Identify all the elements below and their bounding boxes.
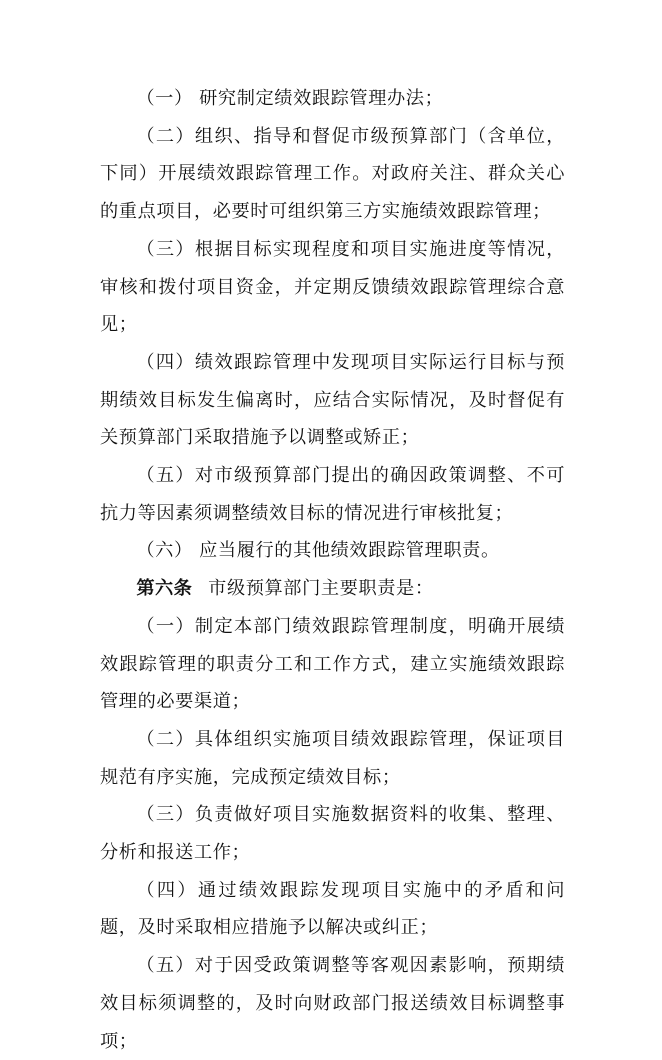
duty-item-5: （五）对于因受政策调整等客观因素影响，预期绩效目标须调整的，及时向财政部门报送绩效目标调整事项；: [100, 955, 565, 1052]
duty-item-1: （一）制定本部门绩效跟踪管理制度，明确开展绩效跟踪管理的职责分工和工作方式，建立实施绩效跟踪管理的必要渠道；: [100, 615, 565, 713]
article-six-label: 第六条: [136, 578, 193, 600]
paragraph-item-6: （六） 应当履行的其他绩效跟踪管理职责。: [136, 540, 500, 562]
paragraph-item-5: （五）对市级预算部门提出的确因政策调整、不可抗力等因素须调整绩效目标的情况进行审核批复；: [100, 465, 565, 524]
article-six: [100, 570, 565, 608]
document-page: [100, 80, 565, 1060]
duty-item-2: （二）具体组织实施项目绩效跟踪管理，保证项目规范有序实施，完成预定绩效目标；: [100, 728, 565, 788]
article-six-text: 市级预算部门主要职责是：: [208, 578, 434, 600]
paragraph-item-4: （四）绩效跟踪管理中发现项目实际运行目标与预期绩效目标发生偏离时，应结合实际情况，及时督促有关预算部门采取措施予以调整或矫正；: [100, 351, 565, 449]
duty-item-3: （三）负责做好项目实施数据资料的收集、整理、分析和报送工作；: [100, 804, 565, 864]
paragraph-item-3: （三）根据目标实现程度和项目实施进度等情况，审核和拨付项目资金，并定期反馈绩效跟踪管理综合意见；: [100, 238, 565, 336]
paragraph-item-1: （一） 研究制定绩效跟踪管理办法；: [136, 88, 444, 109]
paragraph-item-2: （二）组织、指导和督促市级预算部门（含单位，下同）开展绩效跟踪管理工作。对政府关注、群众关心的重点项目，必要时可组织第三方实施绩效跟踪管理；: [100, 125, 565, 223]
duty-item-4: （四）通过绩效跟踪发现项目实施中的矛盾和问题，及时采取相应措施予以解决或纠正；: [100, 879, 565, 939]
